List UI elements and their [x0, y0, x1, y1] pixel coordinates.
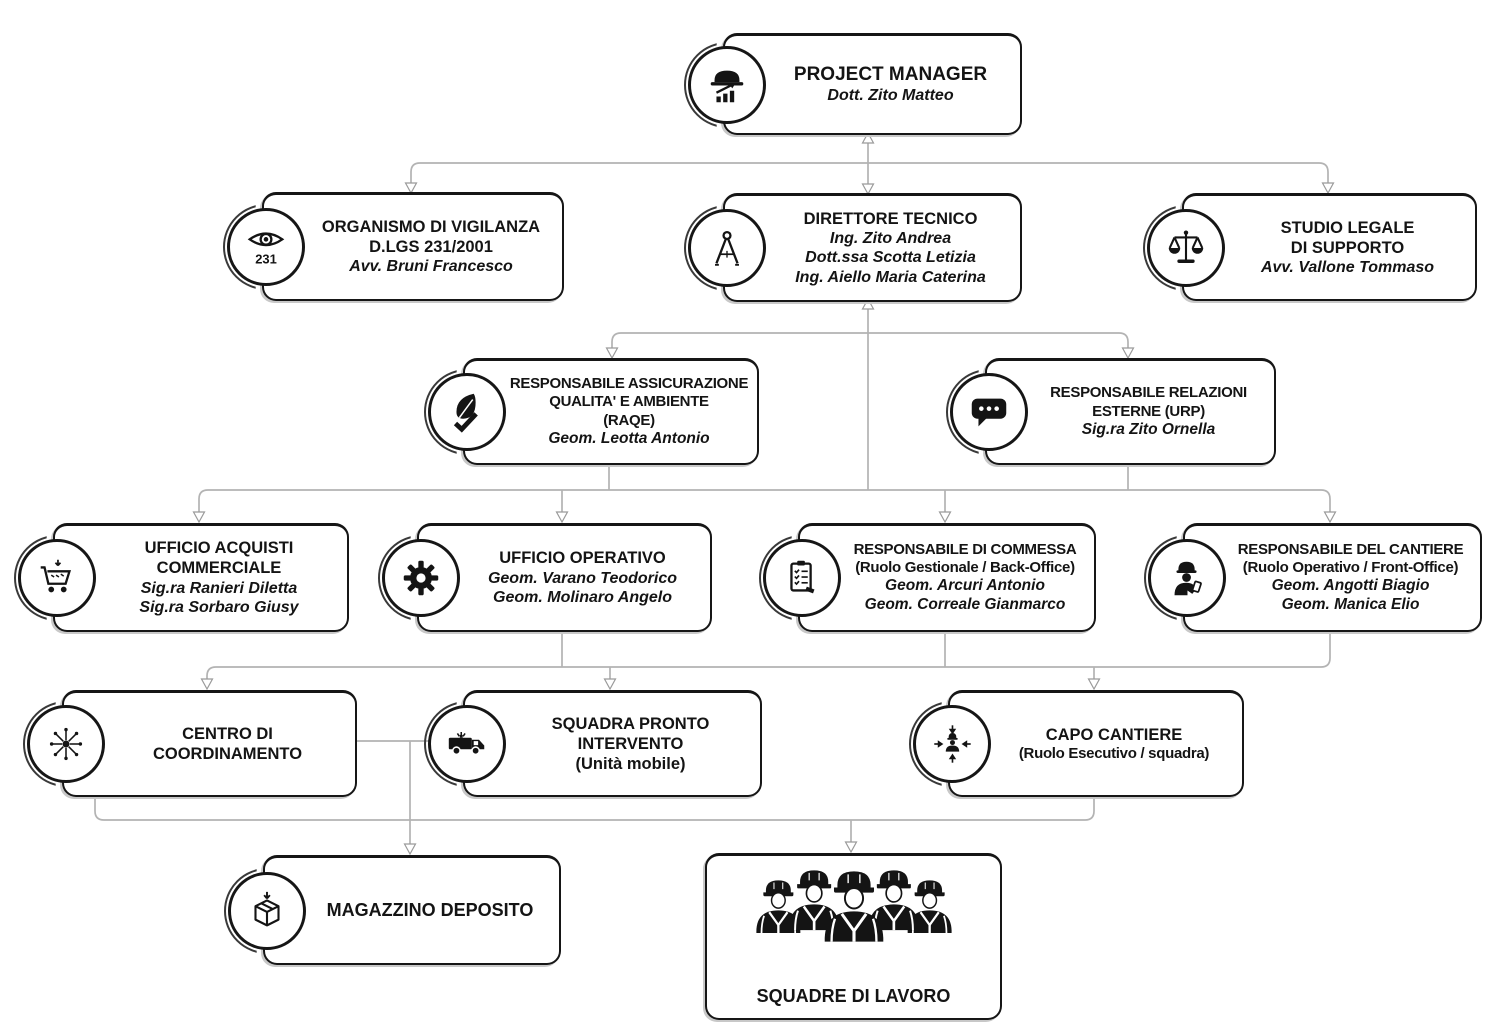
node-raqe [463, 358, 759, 465]
eye-icon [227, 208, 305, 286]
person-name: Sig.ra Sorbaro Giusy [139, 599, 299, 617]
node-capo-cantiere [948, 690, 1244, 797]
person-name: Geom. Varano Teodorico [487, 569, 678, 587]
node-title: PROJECT MANAGER [793, 64, 988, 86]
person-name: Geom. Correale Gianmarco [864, 596, 1066, 614]
hub-icon [27, 705, 105, 783]
node-title: SQUADRA PRONTO [551, 714, 710, 733]
node-title: RESPONSABILE RELAZIONI [1050, 384, 1247, 402]
node-resp-cantiere [1183, 523, 1482, 632]
workers-group-image [723, 860, 985, 982]
node-title: RESPONSABILE DI COMMESSA [853, 540, 1077, 558]
person-name: Avv. Bruni Francesco [349, 258, 513, 276]
node-ufficio-acquisti [53, 523, 349, 632]
person-name: Avv. Vallone Tommaso [1260, 258, 1435, 276]
node-title: CENTRO DI [182, 724, 273, 743]
person-name: Ing. Zito Andrea [829, 229, 952, 247]
cart-icon [18, 539, 96, 617]
package-icon [228, 872, 306, 950]
node-subtitle: QUALITA' E AMBIENTE [549, 393, 709, 411]
node-direttore-tecnico [723, 193, 1022, 302]
svg-text:231: 231 [255, 251, 277, 267]
node-subtitle: ESTERNE (URP) [1092, 402, 1205, 420]
node-title: RESPONSABILE DEL CANTIERE [1237, 540, 1464, 558]
node-title: DIRETTORE TECNICO [803, 209, 978, 228]
person-name: Dott. Zito Matteo [827, 87, 954, 105]
node-subtitle: COMMERCIALE [156, 559, 282, 578]
chat-icon [950, 373, 1028, 451]
node-role: (Ruolo Gestionale / Back-Office) [855, 559, 1075, 577]
node-title: SQUADRE DI LAVORO [756, 986, 951, 1007]
team-lead-icon [913, 705, 991, 783]
node-role: (Ruolo Esecutivo / squadra) [1018, 744, 1210, 762]
node-subtitle: DI SUPPORTO [1290, 238, 1405, 257]
node-relazioni-esterne [985, 358, 1276, 465]
node-role: (Ruolo Operativo / Front-Office) [1242, 559, 1459, 577]
node-organismo-vigilanza [255, 192, 564, 301]
person-name: Sig.ra Ranieri Diletta [140, 579, 298, 597]
node-centro-coordinamento [62, 690, 357, 797]
node-title: MAGAZZINO DEPOSITO [326, 899, 534, 920]
node-subtitle: COORDINAMENTO [152, 745, 303, 763]
node-project-manager [723, 33, 1022, 135]
node-ufficio-operativo [417, 523, 712, 632]
person-name: Geom. Angotti Biagio [1271, 577, 1430, 595]
node-title: UFFICIO OPERATIVO [499, 549, 666, 568]
person-name: Dott.ssa Scotta Letizia [805, 249, 976, 267]
van-icon [428, 705, 506, 783]
node-studio-legale [1182, 193, 1477, 301]
node-resp-commessa [798, 523, 1096, 632]
site-worker-icon [1148, 539, 1226, 617]
node-role: (Unità mobile) [575, 755, 686, 774]
node-squadra-pronto-intervento [463, 690, 762, 797]
node-title: STUDIO LEGALE [1280, 218, 1415, 237]
person-name: Geom. Leotta Antonio [548, 429, 710, 447]
person-name: Geom. Molinaro Angelo [493, 589, 672, 607]
node-title: RESPONSABILE ASSICURAZIONE [509, 375, 749, 393]
node-acronym: (RAQE) [603, 411, 655, 429]
node-title: CAPO CANTIERE [1045, 725, 1183, 744]
scales-icon [1147, 209, 1225, 287]
helmet-chart-icon [688, 46, 766, 124]
node-squadre-di-lavoro [705, 853, 1002, 1020]
node-title: ORGANISMO DI VIGILANZA [321, 218, 541, 237]
clipboard-icon [763, 539, 841, 617]
leaf-check-icon [428, 373, 506, 451]
node-subtitle: D.LGS 231/2001 [369, 238, 493, 257]
gear-icon [382, 539, 460, 617]
person-name: Geom. Manica Elio [1281, 596, 1420, 614]
person-name: Sig.ra Zito Ornella [1081, 420, 1216, 438]
person-name: Ing. Aiello Maria Caterina [795, 268, 986, 286]
node-subtitle: INTERVENTO [577, 734, 684, 753]
node-title: UFFICIO ACQUISTI [144, 539, 294, 558]
compass-icon [688, 209, 766, 287]
node-magazzino-deposito [263, 855, 561, 965]
person-name: Geom. Arcuri Antonio [885, 577, 1045, 595]
